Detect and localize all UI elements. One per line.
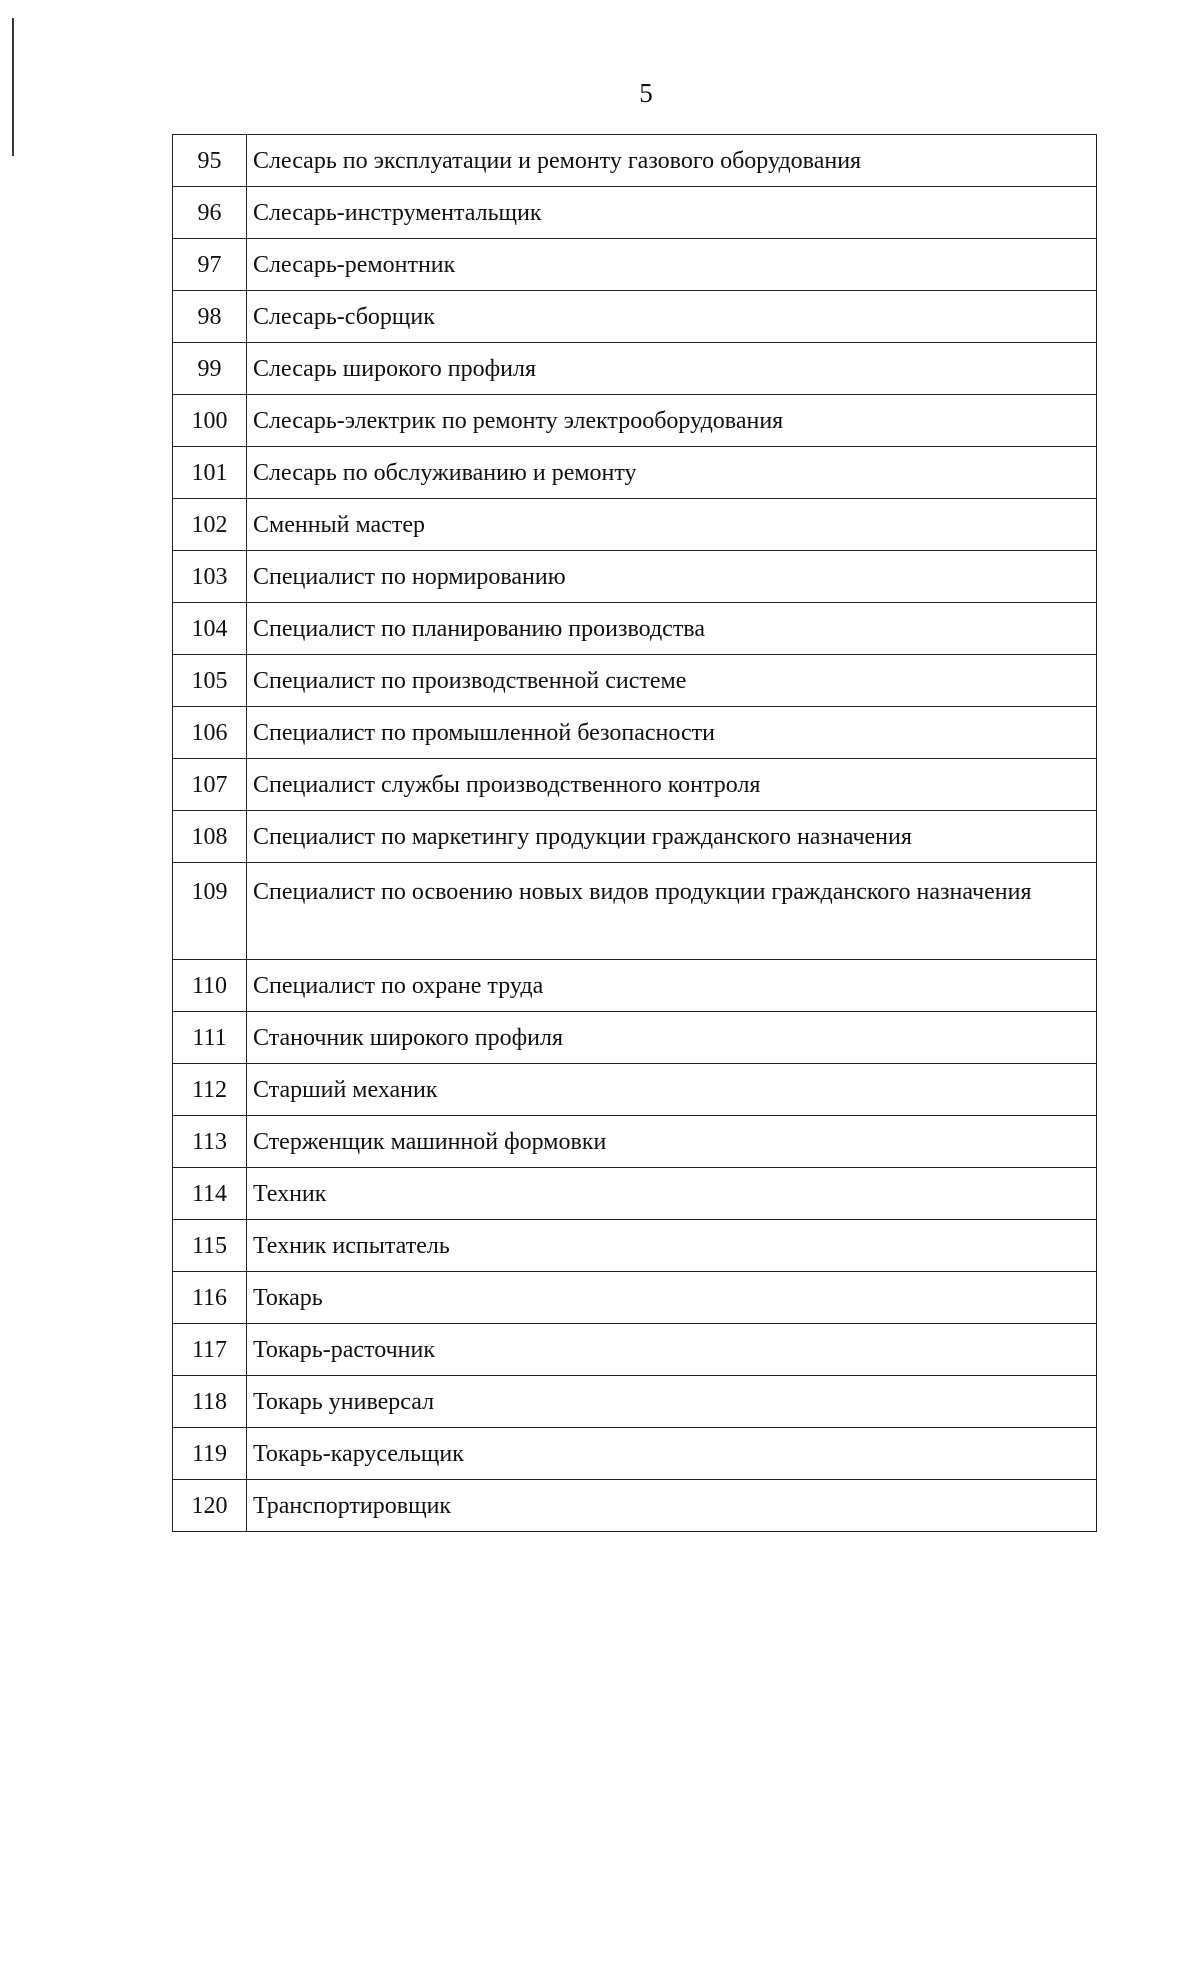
page-number: 5: [639, 78, 653, 108]
row-number: 116: [173, 1272, 247, 1324]
job-title: Специалист по освоению новых видов продукции гражданского назначения: [247, 863, 1097, 960]
job-title: Специалист службы производственного контроля: [247, 759, 1097, 811]
table-row: [173, 759, 1097, 811]
job-title: Стерженщик машинной формовки: [247, 1116, 1097, 1168]
job-title: Токарь-расточник: [247, 1324, 1097, 1376]
row-number: 109: [173, 863, 247, 960]
job-title: Слесарь-электрик по ремонту электрооборудования: [247, 395, 1097, 447]
job-title: Старший механик: [247, 1064, 1097, 1116]
row-number: 102: [173, 499, 247, 551]
table-row: [173, 1168, 1097, 1220]
row-number: 107: [173, 759, 247, 811]
row-number: 98: [173, 291, 247, 343]
table-row: [173, 1376, 1097, 1428]
table-row: [173, 135, 1097, 187]
row-number: 119: [173, 1428, 247, 1480]
table-row: [173, 603, 1097, 655]
job-titles-table: [172, 134, 1097, 1532]
job-title: Специалист по производственной системе: [247, 655, 1097, 707]
job-title: Слесарь широкого профиля: [247, 343, 1097, 395]
job-title: Специалист по промышленной безопасности: [247, 707, 1097, 759]
job-title: Токарь универсал: [247, 1376, 1097, 1428]
job-title: Транспортировщик: [247, 1480, 1097, 1532]
row-number: 117: [173, 1324, 247, 1376]
table-row: [173, 551, 1097, 603]
row-number: 110: [173, 960, 247, 1012]
table-row: [173, 395, 1097, 447]
table-row: [173, 1116, 1097, 1168]
row-number: 101: [173, 447, 247, 499]
row-number: 111: [173, 1012, 247, 1064]
row-number: 100: [173, 395, 247, 447]
row-number: 95: [173, 135, 247, 187]
job-title: Слесарь-инструментальщик: [247, 187, 1097, 239]
row-number: 106: [173, 707, 247, 759]
job-title: Слесарь-ремонтник: [247, 239, 1097, 291]
table-row: [173, 863, 1097, 960]
table-row: [173, 1480, 1097, 1532]
table-row: [173, 1324, 1097, 1376]
row-number: 99: [173, 343, 247, 395]
job-title: Специалист по маркетингу продукции гражданского назначения: [247, 811, 1097, 863]
table-row: [173, 1064, 1097, 1116]
job-title: Токарь: [247, 1272, 1097, 1324]
job-title: Слесарь по эксплуатации и ремонту газового оборудования: [247, 135, 1097, 187]
table-row: [173, 707, 1097, 759]
job-title: Специалист по охране труда: [247, 960, 1097, 1012]
row-number: 96: [173, 187, 247, 239]
job-title: Специалист по нормированию: [247, 551, 1097, 603]
table-row: [173, 343, 1097, 395]
table-row: [173, 187, 1097, 239]
row-number: 114: [173, 1168, 247, 1220]
table-row: [173, 1272, 1097, 1324]
table-row: [173, 655, 1097, 707]
row-number: 104: [173, 603, 247, 655]
row-number: 108: [173, 811, 247, 863]
row-number: 103: [173, 551, 247, 603]
job-title: Слесарь-сборщик: [247, 291, 1097, 343]
job-titles-table-body: [173, 135, 1097, 1532]
table-row: [173, 499, 1097, 551]
table-row: [173, 960, 1097, 1012]
job-title: Токарь-карусельщик: [247, 1428, 1097, 1480]
job-title: Техник испытатель: [247, 1220, 1097, 1272]
job-title: Слесарь по обслуживанию и ремонту: [247, 447, 1097, 499]
table-row: [173, 447, 1097, 499]
row-number: 112: [173, 1064, 247, 1116]
job-title: Специалист по планированию производства: [247, 603, 1097, 655]
table-row: [173, 1428, 1097, 1480]
row-number: 97: [173, 239, 247, 291]
job-title: Сменный мастер: [247, 499, 1097, 551]
table-row: [173, 239, 1097, 291]
job-title: Техник: [247, 1168, 1097, 1220]
job-title: Станочник широкого профиля: [247, 1012, 1097, 1064]
table-row: [173, 1220, 1097, 1272]
row-number: 113: [173, 1116, 247, 1168]
table-row: [173, 811, 1097, 863]
row-number: 120: [173, 1480, 247, 1532]
table-row: [173, 1012, 1097, 1064]
row-number: 118: [173, 1376, 247, 1428]
row-number: 105: [173, 655, 247, 707]
table-row: [173, 291, 1097, 343]
row-number: 115: [173, 1220, 247, 1272]
